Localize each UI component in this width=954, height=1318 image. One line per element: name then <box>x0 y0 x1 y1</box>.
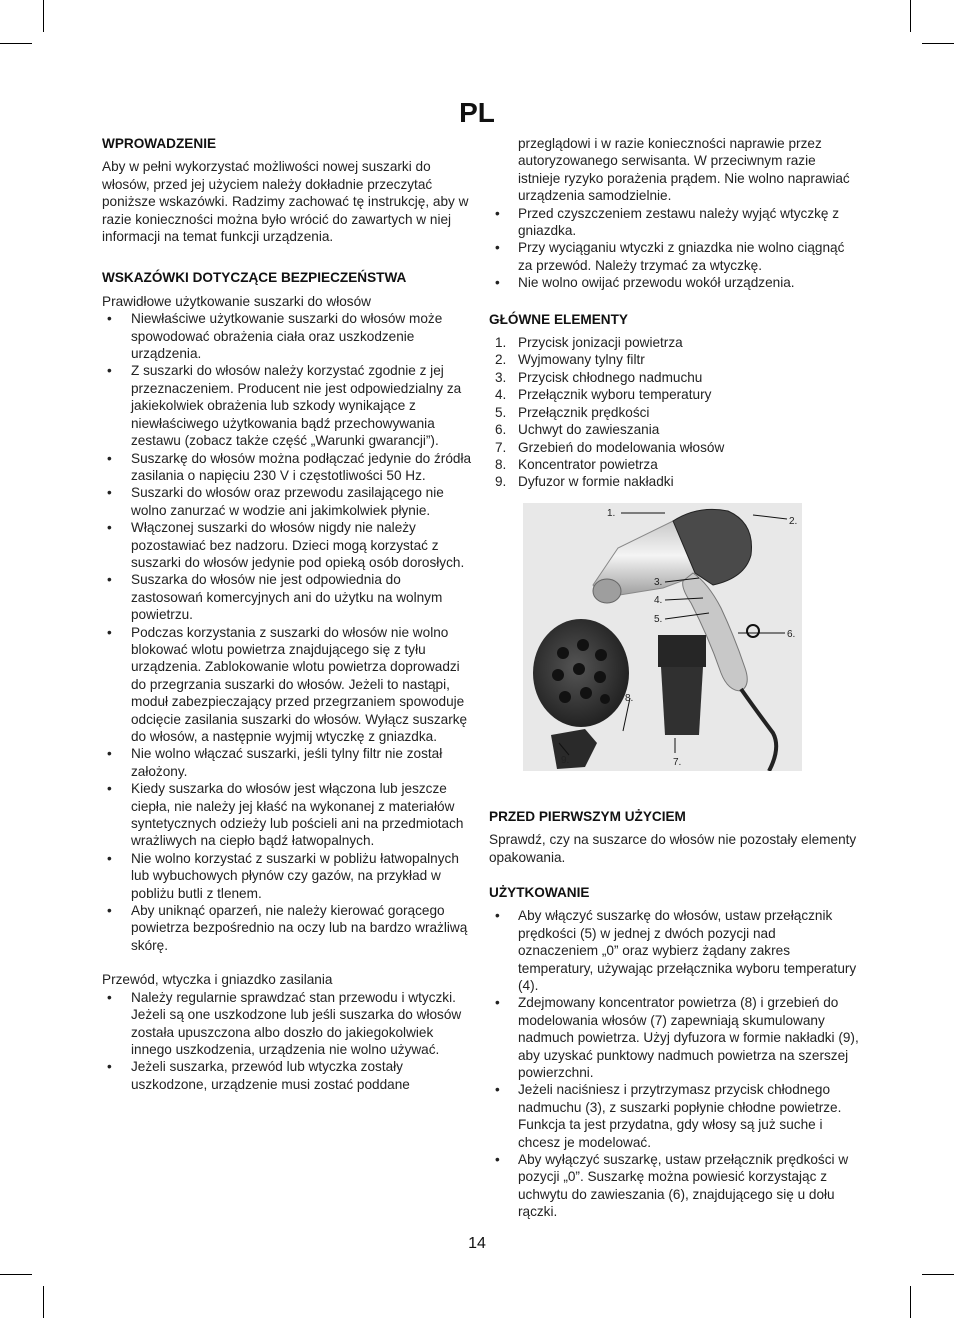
page-number: 14 <box>468 1235 486 1252</box>
bullet-icon: • <box>107 850 112 866</box>
figure-label-4: 4. <box>654 595 663 606</box>
list-item: • Niewłaściwe użytkowanie suszarki do włosów może spowodować obrażenia ciała oraz uszkodzenie urządzenia. <box>107 311 443 362</box>
list-item: 5. Przełącznik prędkości <box>495 404 650 420</box>
list-item: 3. Przycisk chłodnego nadmuchu <box>495 369 703 385</box>
intro-heading: WPROWADZENIE <box>102 136 217 151</box>
list-item: 6. Uchwyt do zawieszania <box>495 422 660 438</box>
dryer-nozzle <box>593 579 621 603</box>
hair-dryer-photo <box>523 503 802 771</box>
list-item: • Nie wolno owijać przewodu wokół urządzenia. <box>495 275 795 291</box>
list-item: • Podczas korzystania z suszarki do włosów nie wolno blokować wlotu powietrza znajdującego się z tyłu urządzenia. Zablokowanie wlotu powietrza doprowadzi do przegrzania suszarki do włosów. Jeżeli to nastąpi, moduł zabezpieczający przed przegrzaniem spowoduje odcięcie zasilania suszarki do włosów. Wyłącz suszarkę do włosów, a następnie wyjmij wtyczkę z gniazdka. <box>107 624 468 744</box>
bullet-icon: • <box>495 908 500 924</box>
list-item: • Suszarki do włosów oraz przewodu zasilającego nie wolno zanurzać w wodzie ani jakimkolwiek płynie. <box>107 485 444 518</box>
bullet-icon: • <box>107 624 112 640</box>
figure-label-9: 9. <box>561 755 570 766</box>
bullet-icon: • <box>107 1059 112 1075</box>
safety-subheading: Prawidłowe użytkowanie suszarki do włosów <box>102 293 371 309</box>
safety-heading: WSKAZÓWKI DOTYCZĄCE BEZPIECZEŃSTWA <box>102 270 407 286</box>
list-item: • Suszarkę do włosów można podłączać jedynie do źródła zasilania o napięciu 230 V i częstotliwości 50 Hz. <box>107 450 472 483</box>
bullet-icon: • <box>107 781 112 797</box>
list-item: • Zdejmowany koncentrator powietrza (8) i grzebień do modelowania włosów (7) zapewniają skumulowany nadmuch powietrza. Użyj dyfuzora w formie nakładki (9), aby uzyskać punktowy nadmuch powietrza na szerszej powierzchni. <box>495 995 859 1080</box>
list-item: przeglądowi i w razie konieczności naprawie przez autoryzowanego serwisanta. W przeciwnym razie istnieje ryzyko porażenia prądem. Nie wolno naprawiać urządzenia samodzielnie. <box>518 136 850 204</box>
bullet-icon: • <box>495 995 500 1011</box>
bullet-icon: • <box>495 275 500 291</box>
list-item: • Nie wolno korzystać z suszarki w pobliżu łatwopalnych lub wybuchowych płynów czy gazów, na przykład w pobliżu butli z tlenem. <box>107 850 459 901</box>
bullet-icon: • <box>107 311 112 327</box>
safety-list <box>102 310 472 954</box>
bullet-icon: • <box>495 1152 500 1168</box>
figure-label-7: 7. <box>673 757 682 768</box>
comb-attachment-teeth <box>661 667 703 735</box>
crop-mark <box>910 0 911 32</box>
list-item: • Aby wyłączyć suszarkę, ustaw przełącznik prędkości w pozycji „0”. Suszarkę można powiesić korzystając z uchwytu do zawieszania (6), znajdującego się u dołu rączki. <box>495 1152 849 1220</box>
list-item: • Aby uniknąć oparzeń, nie należy kierować gorącego powietrza bezpośrednio na oczy lub na bardzo wrażliwą skórę. <box>107 903 468 953</box>
left-column <box>102 135 472 1093</box>
cord-list-continued <box>489 135 859 292</box>
bullet-icon: • <box>107 363 112 379</box>
comb-attachment-top <box>658 635 706 667</box>
bullet-icon: • <box>107 520 112 536</box>
list-item: • Nie wolno włączać suszarki, jeśli tylny filtr nie został założony. <box>107 746 443 779</box>
list-item: 8. Koncentrator powietrza <box>495 456 658 472</box>
figure-label-2: 2. <box>789 516 798 527</box>
bullet-icon: • <box>495 1082 500 1098</box>
bullet-icon: • <box>107 485 112 501</box>
list-item: • Przed czyszczeniem zestawu należy wyjąć wtyczkę z gniazdka. <box>495 205 840 239</box>
cord-subheading: Przewód, wtyczka i gniazdko zasilania <box>102 972 333 988</box>
list-item: • Suszarka do włosów nie jest odpowiednia do zastosowań komercyjnych ani do użytku na wolnym powietrzu. <box>107 572 443 623</box>
bullet-icon: • <box>107 746 112 762</box>
figure-label-6: 6. <box>787 629 796 640</box>
list-item: • Przy wyciąganiu wtyczki z gniazdka nie wolno ciągnąć za przewód. Należy trzymać za wtyczkę. <box>495 240 845 273</box>
bullet-icon: • <box>107 989 112 1005</box>
usage-heading: UŻYTKOWANIE <box>489 884 590 900</box>
list-item: 2. Wyjmowany tylny filtr <box>495 352 645 368</box>
crop-mark <box>922 43 954 44</box>
list-item: 1. Przycisk jonizacji powietrza <box>495 335 683 351</box>
parts-heading: GŁÓWNE ELEMENTY <box>489 311 628 327</box>
before-use-text: Sprawdź, czy na suszarce do włosów nie pozostały elementy opakowania. <box>489 832 857 865</box>
list-item: 7. Grzebień do modelowania włosów <box>495 439 725 455</box>
bullet-icon: • <box>107 572 112 588</box>
figure-label-1: 1. <box>607 508 616 519</box>
figure-label-8: 8. <box>625 693 634 704</box>
figure-label-3: 3. <box>654 577 663 588</box>
bullet-icon: • <box>495 240 500 256</box>
list-item: 9. Dyfuzor w formie nakładki <box>495 474 674 490</box>
usage-list <box>489 907 859 1220</box>
hair-dryer-illustration <box>523 503 802 771</box>
list-item: 4. Przełącznik wyboru temperatury <box>495 387 712 403</box>
language-code-heading: PL <box>459 97 495 128</box>
list-item: • Należy regularnie sprawdzać stan przewodu i wtyczki. Jeżeli są one uszkodzone lub jeśli suszarka do włosów została upuszczona albo doszło do jakiegokolwiek innego uszkodzenia, urządzenia nie wolno używać. <box>107 989 462 1057</box>
before-use-heading: PRZED PIERWSZYM UŻYCIEM <box>489 808 686 824</box>
crop-mark <box>910 1286 911 1318</box>
list-item: • Aby włączyć suszarkę do włosów, ustaw przełącznik prędkości (5) w jednej z dwóch pozycji nad oznaczeniem „0” oraz wybierz żądany zakres temperatury, używając przełącznika wyboru temperatury (4). <box>495 908 857 993</box>
list-item: • Z suszarki do włosów należy korzystać zgodnie z jej przeznaczeniem. Producent nie jest odpowiedzialny za jakiekolwiek obrażenia lub szkody wynikające z niewłaściwego użytkowania bądź przechowywania zestawu (zobacz także część „Warunki gwarancji”). <box>107 363 462 449</box>
bullet-icon: • <box>107 903 112 919</box>
figure-label-5: 5. <box>654 614 663 625</box>
list-item: • Kiedy suszarka do włosów jest włączona lub jeszcze ciepła, nie należy jej kłaść na wykonanej z materiałów syntetycznych odzieży lub pościeli ani na przedmiotach wrażliwych na ciepło bądź łatwopalnych. <box>107 781 464 849</box>
crop-mark <box>0 1274 32 1275</box>
crop-mark <box>922 1274 954 1275</box>
list-item: • Jeżeli naciśniesz i przytrzymasz przycisk chłodnego nadmuchu (3), z suszarki popłynie chłodne powietrze. Funkcja ta jest przydatna, gdy włosy są już suche i chcesz je modelować. <box>495 1082 842 1150</box>
intro-text: Aby w pełni wykorzystać możliwości nowej suszarki do włosów, przed jej użyciem należy dokładnie przeczytać poniższe wskazówki. Radzimy zachować tę instrukcję, aby w razie konieczności można było wrócić do zawartych w niej informacji na temat funkcji urządzenia. <box>102 159 469 245</box>
parts-list <box>489 334 859 491</box>
cord-list <box>102 989 472 1093</box>
list-item: • Jeżeli suszarka, przewód lub wtyczka zostały uszkodzone, urządzenie musi zostać poddane <box>107 1059 410 1092</box>
crop-mark <box>0 43 32 44</box>
list-item: • Włączonej suszarki do włosów nigdy nie należy pozostawiać bez nadzoru. Dzieci mogą korzystać z suszarki do włosów jedynie pod opieką osób dorosłych. <box>107 520 465 570</box>
crop-mark <box>43 0 44 32</box>
crop-mark <box>43 1286 44 1318</box>
bullet-icon: • <box>107 450 112 466</box>
bullet-icon: • <box>495 205 500 221</box>
